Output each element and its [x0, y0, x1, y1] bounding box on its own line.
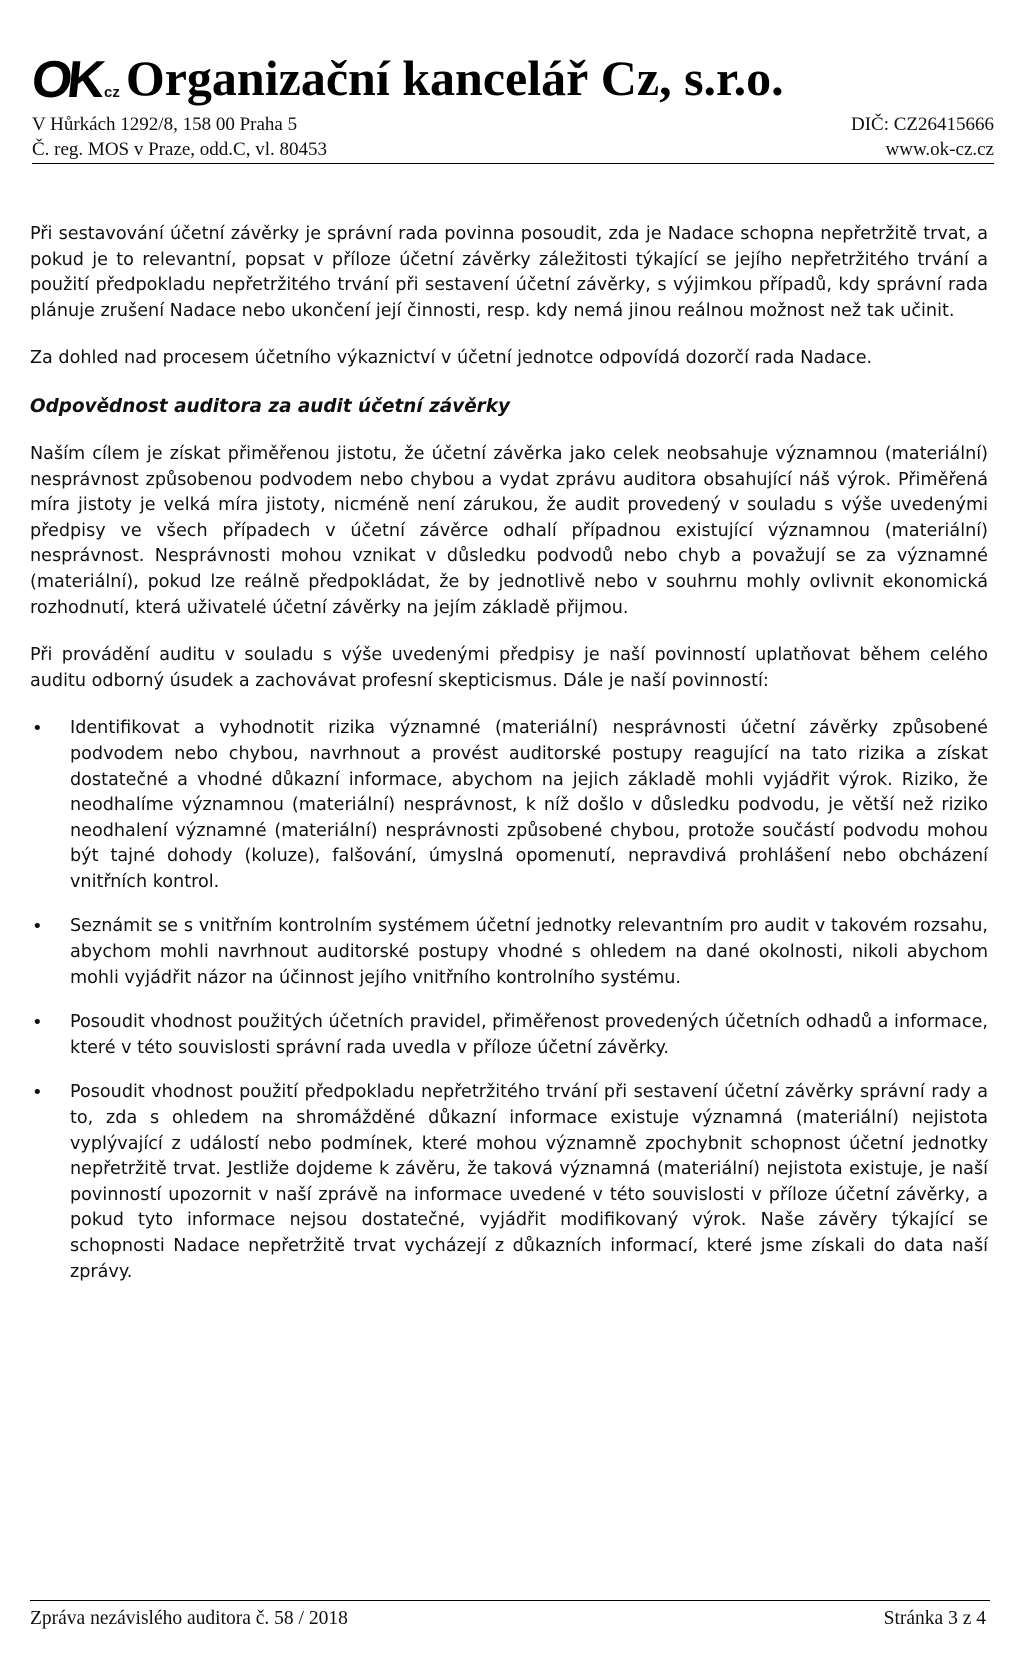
list-item-text: Identifikovat a vyhodnotit rizika významné (materiální) nesprávnosti účetní závěrky způsobené podvodem nebo chybou, navrhnout a provést auditorské postupy reagující na tato rizika a získat dostatečné a vhodné důkazní informace, abychom na jejich základě mohli vyjádřit výrok. Riziko, že neodhalíme významnou (materiální) nesprávnost, k níž došlo v důsledku podvodu, je větší než riziko neodhalení významné (materiální) nesprávnosti způsobené chybou, protože součástí podvodu mohou být tajné dohody (koluze), falšování, úmyslná opomenutí, nepravdivá prohlášení nebo obcházení vnitřních kontrol. — [70, 718, 988, 892]
header-divider — [32, 163, 994, 164]
paragraph: Za dohled nad procesem účetního výkaznictví v účetní jednotce odpovídá dozorčí rada Nadace. — [30, 348, 873, 369]
list-item — [30, 1080, 988, 1285]
registration-row — [32, 137, 994, 162]
list-item-text: Posoudit vhodnost použitých účetních pravidel, přiměřenost provedených účetních odhadů a informace, které v této souvislosti správní rada uvedla v příloze účetní závěrky. — [70, 1012, 988, 1058]
list-item — [30, 1010, 988, 1061]
list-item-text: Posoudit vhodnost použití předpokladu nepřetržitého trvání při sestavení účetní závěrky správní rady a to, zda s ohledem na shromážděné důkazní informace existuje významná (materiální) nejistota vyplývající z událostí nebo podmínek, které mohou významně zpochybnit schopnost účetní jednotky nepřetržitě trvat. Jestliže dojdeme k závěru, že taková významná (materiální) nejistota existuje, je naší povinností upozornit v naší zprávě na informace uvedené v této souvislosti v příloze účetní závěrky, a pokud tyto informace nejsou dostatečné, vyjádřit modifikovaný výrok. Naše závěry týkající se schopnosti Nadace nepřetržitě trvat vycházejí z důkazních informací, které jsme získali do data naší zprávy. — [70, 1082, 988, 1282]
list-item-text: Seznámit se s vnitřním kontrolním systémem účetní jednotky relevantním pro audit v takovém rozsahu, abychom mohli navrhnout auditorské postupy vhodné s ohledem na dané okolnosti, nikoli abychom mohli vyjádřit názor na účinnost jejího vnitřního kontrolního systému. — [70, 916, 988, 988]
document-body — [30, 222, 988, 1304]
company-website: www.ok-cz.cz — [885, 139, 994, 160]
company-address: V Hůrkách 1292/8, 158 00 Praha 5 — [32, 114, 298, 135]
section-heading: Odpovědnost auditora za audit účetní závěrky — [30, 395, 510, 417]
company-logo — [28, 51, 120, 109]
company-registration: Č. reg. MOS v Praze, odd.C, vl. 80453 — [32, 139, 328, 160]
company-name: Organizační kancelář Cz, s.r.o. — [125, 50, 784, 106]
bullet-icon: • — [32, 1082, 43, 1104]
address-row — [32, 112, 994, 137]
list-item — [30, 716, 988, 895]
paragraph: Při sestavování účetní závěrky je správní rada povinna posoudit, zda je Nadace schopna nepřetržitě trvat, a pokud je to relevantní, popsat v příloze účetní závěrky záležitosti týkající se jejího nepřetržitého trvání a použití předpokladu nepřetržitého trvání při sestavení účetní závěrky, s výjimkou případů, kdy správní rada plánuje zrušení Nadace nebo ukončení její činnosti, resp. kdy nemá jinou reálnou možnost než tak učinit. — [30, 224, 988, 321]
report-title: Zpráva nezávislého auditora č. 58 / 2018 — [30, 1608, 348, 1629]
paragraph: Naším cílem je získat přiměřenou jistotu, že účetní závěrka jako celek neobsahuje významnou (materiální) nesprávnost způsobenou podvodem nebo chybou a vydat zprávu auditora obsahující náš výrok. Přiměřená míra jistoty je velká míra jistoty, nicméně není zárukou, že audit provedený v souladu s výše uvedenými předpisy ve všech případech v účetní závěrce odhalí případnou existující významnou (materiální) nesprávnost. Nesprávnosti mohou vznikat v důsledku podvodů nebo chyb a považují se za významné (materiální), pokud lze reálně předpokládat, že by jednotlivě nebo v souhrnu mohly ovlivnit ekonomická rozhodnutí, která uživatelé účetní závěrky na jejím základě přijmou. — [30, 443, 988, 618]
list-item — [30, 914, 988, 991]
page-footer — [30, 1600, 990, 1633]
logo-sub-mark: cz — [104, 84, 120, 101]
bullet-icon: • — [32, 1012, 43, 1034]
footer-row — [30, 1605, 990, 1633]
letterhead — [28, 40, 994, 164]
footer-divider — [30, 1600, 990, 1601]
page-number: Stránka 3 z 4 — [883, 1608, 986, 1629]
paragraph: Při provádění auditu v souladu s výše uvedenými předpisy je naší povinností uplatňovat během celého auditu odborný úsudek a zachovávat profesní skepticismus. Dále je naší povinností: — [30, 645, 988, 691]
logo-mark: OK — [28, 51, 104, 109]
bullet-icon: • — [32, 718, 43, 740]
responsibility-list — [30, 716, 988, 1285]
company-dic: DIČ: CZ26415666 — [850, 114, 994, 135]
letterhead-title-row — [28, 40, 994, 109]
bullet-icon: • — [32, 916, 43, 938]
